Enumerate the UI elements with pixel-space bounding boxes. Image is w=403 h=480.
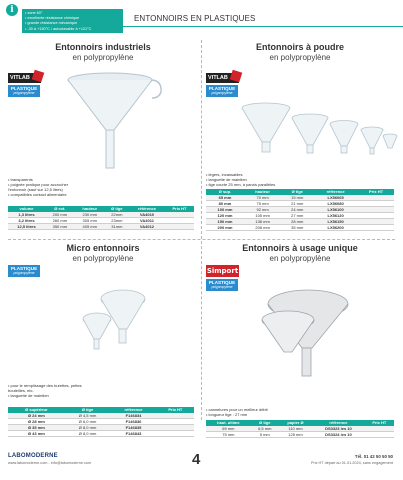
table-row: 12,5 litres 350 mm 405 mm 31mm VA4012 [8,223,194,229]
table-row: 150 mm 138 mm 28 mm LX56150 [206,218,394,224]
column-header: Ø supérieur [8,407,65,413]
simport-logo: Simport [206,267,239,275]
table-row: Ø 24 mm Ø 4,5 mm F146834 [8,413,194,419]
section-subtitle: en polypropylène [72,53,134,62]
footer-price-note: Prix HT départ au 01.01.2024, sans engagement [310,461,393,465]
table-row: 1,3 litres 200 mm 230 mm 22mm VA4010 [8,212,194,218]
header-bullet: • grande résistance mécanique [25,21,78,26]
page-number: 4 [192,451,201,468]
plastic-badge: PLASTIQUE polypropylène [8,85,40,97]
plastic-badge: PLASTIQUE polypropylène [8,265,40,277]
column-header: Ø tige [105,206,129,212]
column-header: Prix HT [165,206,194,212]
section-subtitle: en polypropylène [269,53,331,62]
column-header: haut. ultime [206,420,251,426]
table-row: 65 mm 70 mm 15 mm LX56065 [206,195,394,201]
column-header: Ø tige [251,420,279,426]
header-rule [123,26,403,27]
plastic-badge: PLASTIQUE polypropylène [206,279,238,291]
plastic-badge: PLASTIQUE polypropylène [206,85,238,97]
column-header: hauteur [244,189,281,195]
bullets-poudre: • légers, incassables • languette de maintien • tige courte 25 mm, à parois parallèles [206,172,276,187]
table-row: Ø 35 mm Ø 8,0 mm F146835 [8,424,194,430]
table-micro [8,407,194,437]
section-subtitle: en polypropylène [269,254,331,263]
disposable-funnels-image [250,282,355,382]
column-header: référence [129,206,165,212]
header-features-box [22,9,123,33]
table-row: Ø 28 mm Ø 6,0 mm F146836 [8,418,194,424]
column-header: référence [313,189,358,195]
footer-telephone: Tél. 01 42 50 50 50 [354,454,393,459]
column-header: Ø sup. [206,189,244,195]
section-title-industriels: Entonnoirs industriels [55,42,151,52]
column-header: référence [110,407,157,413]
row-divider [8,239,395,240]
section-title-micro: Micro entonnoirs [66,243,140,253]
vitlab-logo: VITLAB [8,73,41,83]
section-title-poudre: Entonnoirs à poudre [255,42,344,52]
bullets-usage-unique: • cannelures pour un meilleur débit • longueur tige : 27 mm [206,407,268,417]
page-title: ENTONNOIRS EN PLASTIQUES [134,14,256,23]
bullets-micro: • pour le remplissage des burettes, pettes bouteilles, etc. • languette de maintien [8,383,82,398]
table-poudre [206,189,394,231]
footer-website: www.labomoderne.com - info@labomoderne.com [8,461,92,465]
table-industriels [8,206,194,230]
column-header: hauteur [75,206,105,212]
header-bullet: • excellente résistance chimique [25,16,80,21]
column-header: Prix HT [365,420,394,426]
table-row: 120 mm 105 mm 27 mm LX56120 [206,212,394,218]
section-title-usage-unique: Entonnoirs à usage unique [242,243,358,253]
section-subtitle: en polypropylène [72,254,134,263]
header-bullet: • zone 60° [25,11,43,15]
page-header [0,0,403,34]
info-icon: i [6,4,18,16]
table-usage-unique [206,420,394,438]
bullets-industriels: • transparents • poignée pratique pour accrocher l'entonnoir (sauf sur 12,5 litres) • compatibles contact alimentaire [8,177,69,197]
column-header: Prix HT [157,407,194,413]
micro-funnels-image [75,285,155,355]
column-header: volume [8,206,45,212]
table-row: 3,2 litres 260 mm 305 mm 23mm VA4011 [8,217,194,223]
column-header: Ø ext. [45,206,75,212]
column-header: Ø tige [281,189,313,195]
column-divider [201,40,202,420]
table-row: 69 mm 6,5 mm 110 mm DS3323 les 10 [206,426,394,432]
powder-funnels-image [238,90,398,170]
column-header: Prix HT [358,189,394,195]
labomoderne-logo: LABOMODERNE [8,453,58,459]
column-header: référence [312,420,364,426]
industrial-funnel-image [60,68,170,173]
table-row: 75 mm 5 mm 125 mm DS3324 les 10 [206,431,394,437]
table-row: Ø 43 mm Ø 8,0 mm F146843 [8,430,194,436]
header-bullet: • -30 à +130°C / autoclavable à +121°C [25,26,92,31]
table-row: 100 mm 92 mm 24 mm LX56100 [206,206,394,212]
table-row: 200 mm 208 mm 35 mm LX56200 [206,224,394,230]
column-header: Ø tige [65,407,110,413]
table-row: 80 mm 75 mm 21 mm LX56080 [206,200,394,206]
vitlab-logo: VITLAB [206,73,239,83]
column-header: papier Ø [279,420,312,426]
